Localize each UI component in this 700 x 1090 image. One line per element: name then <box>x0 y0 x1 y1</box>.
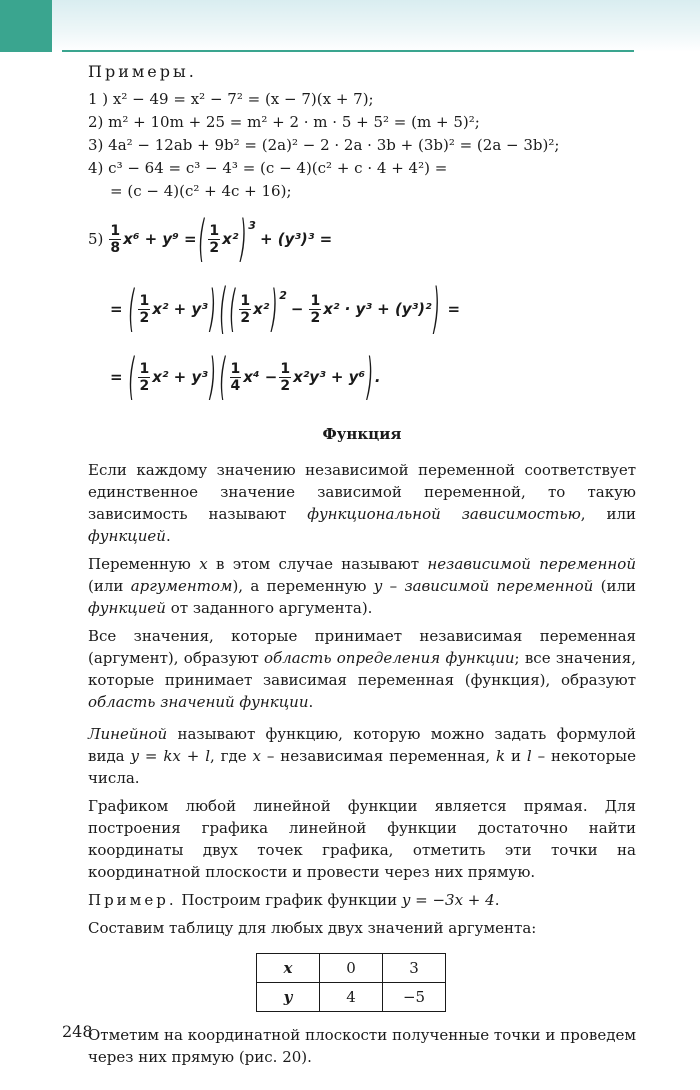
fraction-numerator: 1 <box>139 292 150 309</box>
text: . <box>308 693 314 711</box>
paragraph-6 <box>88 889 636 911</box>
term: функцией <box>88 527 166 545</box>
fraction-1-2 <box>138 361 150 394</box>
text: Если каждому значению независимой переменной соответствует единственное значение зависимой переменной, то такую зависимость называют <box>88 461 636 523</box>
ex5-term: x² + y³ <box>152 300 208 318</box>
fraction-1-2 <box>208 223 220 256</box>
ex5-eq: = <box>110 300 123 318</box>
text: (или <box>88 577 131 595</box>
fraction-1-4 <box>230 361 242 394</box>
ex5-term: x² <box>253 300 270 318</box>
page-number: 248 <box>62 1022 93 1041</box>
example-1: 1 ) x² − 49 = x² − 7² = (x − 7)(x + 7); <box>88 90 374 108</box>
text: , или <box>580 505 637 523</box>
table-cell: 3 <box>383 954 446 983</box>
example-4a: 4) c³ − 64 = c³ − 4³ = (c − 4)(c² + c · 4 + 4²) = <box>88 159 448 177</box>
term: область значений функции <box>88 693 309 711</box>
fraction-denominator: 4 <box>230 377 241 394</box>
fraction-numerator: 1 <box>139 360 150 377</box>
fraction-denominator: 2 <box>139 309 150 326</box>
fraction-denominator: 2 <box>139 377 150 394</box>
table-cell: x <box>257 954 320 983</box>
right-paren: ) <box>240 209 247 269</box>
variable: y <box>373 577 383 595</box>
text: – некоторые числа. <box>88 747 636 787</box>
right-paren: ) <box>209 347 216 407</box>
table-cell: 0 <box>320 954 383 983</box>
example-4b: = (c − 4)(c² + 4c + 16); <box>110 182 292 200</box>
left-paren: ( <box>229 279 236 339</box>
ex5-term-b: x² <box>222 230 239 248</box>
right-paren: ) <box>433 276 440 342</box>
header-band <box>0 0 700 52</box>
values-table <box>256 953 446 1012</box>
ex5-term-a: x⁶ + y⁹ = <box>123 230 197 248</box>
table-row <box>257 954 446 983</box>
table-cell: y <box>257 983 320 1012</box>
term: аргументом <box>130 577 233 595</box>
fraction-1-8 <box>109 223 121 256</box>
text: в этом случае называют <box>207 555 428 573</box>
fraction-denominator: 8 <box>110 239 121 256</box>
ex5-term: x⁴ − <box>243 368 278 386</box>
table-cell: −5 <box>383 983 446 1012</box>
ex5-term: x² · y³ + (y³)² <box>323 300 432 318</box>
fraction-1-2 <box>279 361 291 394</box>
formula: y = kx + l <box>130 747 211 765</box>
paragraph-7 <box>88 917 636 939</box>
example-label: Пример. <box>88 891 177 909</box>
variable: x <box>252 747 261 765</box>
fraction-numerator: 1 <box>209 222 220 239</box>
ex5-period: . <box>374 368 381 386</box>
paragraph-3 <box>88 625 636 713</box>
paragraph-2 <box>88 553 636 619</box>
left-paren: ( <box>219 276 226 342</box>
example-3: 3) 4a² − 12ab + 9b² = (2a)² − 2 · 2a · 3b + (3b)² = (2a − 3b)²; <box>88 136 560 154</box>
right-paren: ) <box>271 279 278 339</box>
text: (или <box>593 577 636 595</box>
fraction-1-2 <box>138 293 150 326</box>
fraction-numerator: 1 <box>240 292 251 309</box>
variable: k <box>496 747 506 765</box>
example-5-row-3 <box>88 345 636 409</box>
header-rule <box>62 50 634 52</box>
text: . <box>165 527 171 545</box>
fraction-numerator: 1 <box>110 222 121 239</box>
text: называют функцию, которую можно задать формулой вида <box>88 725 636 765</box>
ex5-minus: − <box>290 300 304 318</box>
fraction-denominator: 2 <box>240 309 251 326</box>
table-cell: 4 <box>320 983 383 1012</box>
text: . <box>494 891 500 909</box>
text: Все значения, которые принимает независимая переменная (аргумент), образуют <box>88 627 636 667</box>
fraction-numerator: 1 <box>280 360 291 377</box>
fraction-1-2 <box>239 293 251 326</box>
example-5-label: 5) <box>88 230 104 248</box>
paragraph-4 <box>88 723 636 789</box>
fraction-denominator: 2 <box>310 309 321 326</box>
exponent: 2 <box>279 288 287 302</box>
text: – независимая переменная, <box>261 747 497 765</box>
text: Переменную <box>88 555 200 573</box>
variable: l <box>526 747 532 765</box>
ex5-eq: = <box>110 368 123 386</box>
fraction-denominator: 2 <box>280 377 291 394</box>
paragraph-1 <box>88 459 636 547</box>
text: – <box>382 577 405 595</box>
text: Графиком любой линейной функции является прямая. Для построения графика линейной функции достаточно найти координаты двух точек графика, отметить эти точки на координатной плоскости и провести через них прямую. <box>88 797 636 881</box>
text: и <box>505 747 527 765</box>
ex5-term: x² + y³ <box>152 368 208 386</box>
text: , где <box>210 747 253 765</box>
example-5-row-2 <box>88 277 636 341</box>
right-paren: ) <box>367 347 373 407</box>
paragraph-8 <box>88 1024 636 1068</box>
ex5-eq: = <box>447 300 461 318</box>
term: независимой переменной <box>427 555 636 573</box>
section-title: Функция <box>322 425 402 443</box>
text: ), а переменную <box>232 577 374 595</box>
fraction-numerator: 1 <box>230 360 241 377</box>
text: от заданного аргумента). <box>165 599 373 617</box>
variable: x <box>199 555 208 573</box>
text: Составим таблицу для любых двух значений аргумента: <box>88 919 537 937</box>
term: функцией <box>88 599 166 617</box>
examples-title: Примеры. <box>88 62 197 81</box>
page-content <box>88 60 636 1074</box>
fraction-denominator: 2 <box>209 239 220 256</box>
paragraph-5 <box>88 795 636 883</box>
left-paren: ( <box>198 209 205 269</box>
left-paren: ( <box>128 279 135 339</box>
example-2: 2) m² + 10m + 25 = m² + 2 · m · 5 + 5² = (m + 5)²; <box>88 113 480 131</box>
left-paren: ( <box>128 347 135 407</box>
ex5-term: x²y³ + y⁶ <box>293 368 366 386</box>
text: ; все значения, которые принимает зависимая переменная (функция), образуют <box>88 649 636 689</box>
exponent: 3 <box>248 218 256 232</box>
term: зависимой переменной <box>404 577 594 595</box>
fraction-1-2 <box>309 293 321 326</box>
fraction-numerator: 1 <box>310 292 321 309</box>
corner-accent <box>0 0 52 52</box>
example-5-row-1 <box>88 207 636 271</box>
text: Отметим на координатной плоскости полученные точки и проведем через них прямую (рис. 20). <box>88 1026 636 1066</box>
term: Линейной <box>88 725 168 743</box>
text: Построим график функции <box>176 891 402 909</box>
formula: y = −3x + 4 <box>401 891 495 909</box>
left-paren: ( <box>219 347 226 407</box>
right-paren: ) <box>209 279 216 339</box>
ex5-term-c: + (y³)³ = <box>259 230 333 248</box>
term: область определения функции <box>264 649 515 667</box>
table-row <box>257 983 446 1012</box>
term: функциональной зависимостью <box>307 505 581 523</box>
